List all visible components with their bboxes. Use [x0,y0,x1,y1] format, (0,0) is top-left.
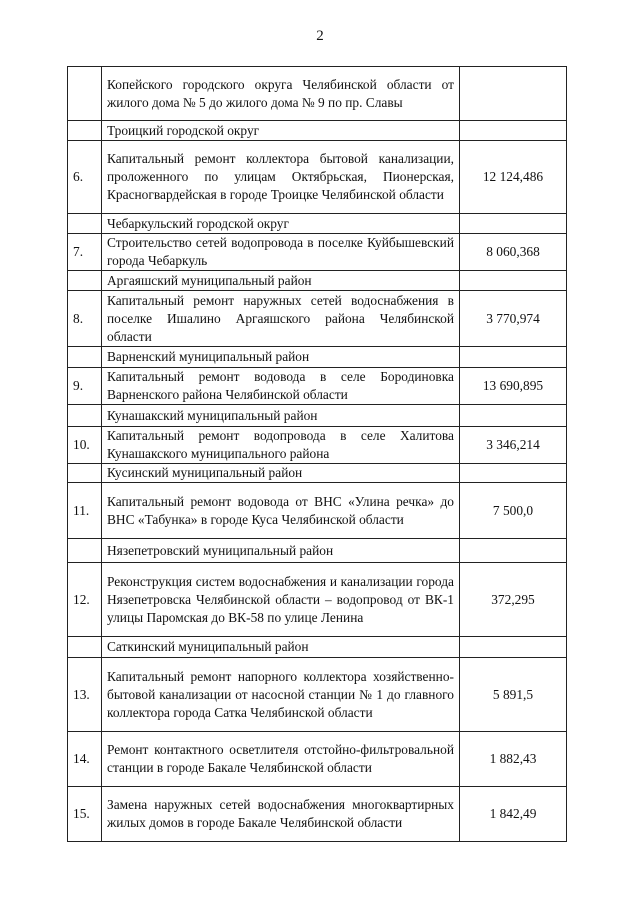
row-number: 7. [68,234,102,271]
row-value [460,214,567,234]
section-row [68,214,567,234]
works-table [67,66,567,842]
row-value: 7 500,0 [460,483,567,539]
row-description: Капитальный ремонт водовода от ВНС «Улина речка» до ВНС «Табунка» в городе Куса Челябинской области [102,483,460,539]
row-value [460,637,567,658]
section-title: Чебаркульский городской округ [102,214,460,234]
row-value: 3 770,974 [460,291,567,347]
row-number [68,637,102,658]
row-description: Капитальный ремонт водовода в селе Бородиновка Варненского района Челябинской области [102,368,460,405]
section-row [68,405,567,427]
row-number: 12. [68,563,102,637]
table-row [68,787,567,842]
row-description: Реконструкция систем водоснабжения и канализации города Нязепетровска Челябинской области – водопровод от ВК-1 улицы Паромская до ВК-58 по улице Ленина [102,563,460,637]
row-value [460,67,567,121]
row-number [68,347,102,368]
row-number [68,539,102,563]
row-value [460,464,567,483]
row-value: 1 882,43 [460,732,567,787]
section-row [68,347,567,368]
table-row [68,483,567,539]
row-description: Замена наружных сетей водоснабжения многоквартирных жилых домов в городе Бакале Челябинской области [102,787,460,842]
row-value: 372,295 [460,563,567,637]
row-value: 8 060,368 [460,234,567,271]
row-description: Капитальный ремонт наружных сетей водоснабжения в поселке Ишалино Аргаяшского района Челябинской области [102,291,460,347]
row-value: 5 891,5 [460,658,567,732]
table-row [68,427,567,464]
row-number: 13. [68,658,102,732]
row-description: Ремонт контактного осветлителя отстойно-фильтровальной станции в городе Бакале Челябинской области [102,732,460,787]
section-title: Аргаяшский муниципальный район [102,271,460,291]
table-row [68,732,567,787]
row-number: 8. [68,291,102,347]
row-value [460,271,567,291]
table-row [68,234,567,271]
table-row [68,563,567,637]
row-number [68,214,102,234]
table-row [68,658,567,732]
row-number [68,121,102,141]
section-title: Нязепетровский муниципальный район [102,539,460,563]
row-value: 13 690,895 [460,368,567,405]
row-value [460,405,567,427]
table-row [68,67,567,121]
section-row [68,637,567,658]
row-value: 3 346,214 [460,427,567,464]
row-description: Капитальный ремонт напорного коллектора хозяйственно-бытовой канализации от насосной станции № 1 до главного коллектора города Сатка Челябинской области [102,658,460,732]
row-number: 6. [68,141,102,214]
section-title: Саткинский муниципальный район [102,637,460,658]
page-number: 2 [316,28,324,44]
row-number: 9. [68,368,102,405]
table-row [68,368,567,405]
row-description: Строительство сетей водопровода в поселке Куйбышевский города Чебаркуль [102,234,460,271]
section-row [68,464,567,483]
row-value: 1 842,49 [460,787,567,842]
row-description: Капитальный ремонт водопровода в селе Халитова Кунашакского муниципального района [102,427,460,464]
table-row [68,291,567,347]
row-number [68,464,102,483]
section-row [68,271,567,291]
row-value [460,539,567,563]
row-description: Копейского городского округа Челябинской области от жилого дома № 5 до жилого дома № 9 по пр. Славы [102,67,460,121]
row-number [68,67,102,121]
row-value [460,347,567,368]
row-number [68,271,102,291]
row-value: 12 124,486 [460,141,567,214]
section-title: Кусинский муниципальный район [102,464,460,483]
row-number: 14. [68,732,102,787]
row-number: 11. [68,483,102,539]
row-number: 15. [68,787,102,842]
section-row [68,121,567,141]
row-number: 10. [68,427,102,464]
section-row [68,539,567,563]
table-row [68,141,567,214]
section-title: Троицкий городской округ [102,121,460,141]
row-value [460,121,567,141]
row-description: Капитальный ремонт коллектора бытовой канализации, проложенного по улицам Октябрьская, Пионерская, Красногвардейская в городе Троицке Челябинской области [102,141,460,214]
section-title: Кунашакский муниципальный район [102,405,460,427]
row-number [68,405,102,427]
section-title: Варненский муниципальный район [102,347,460,368]
